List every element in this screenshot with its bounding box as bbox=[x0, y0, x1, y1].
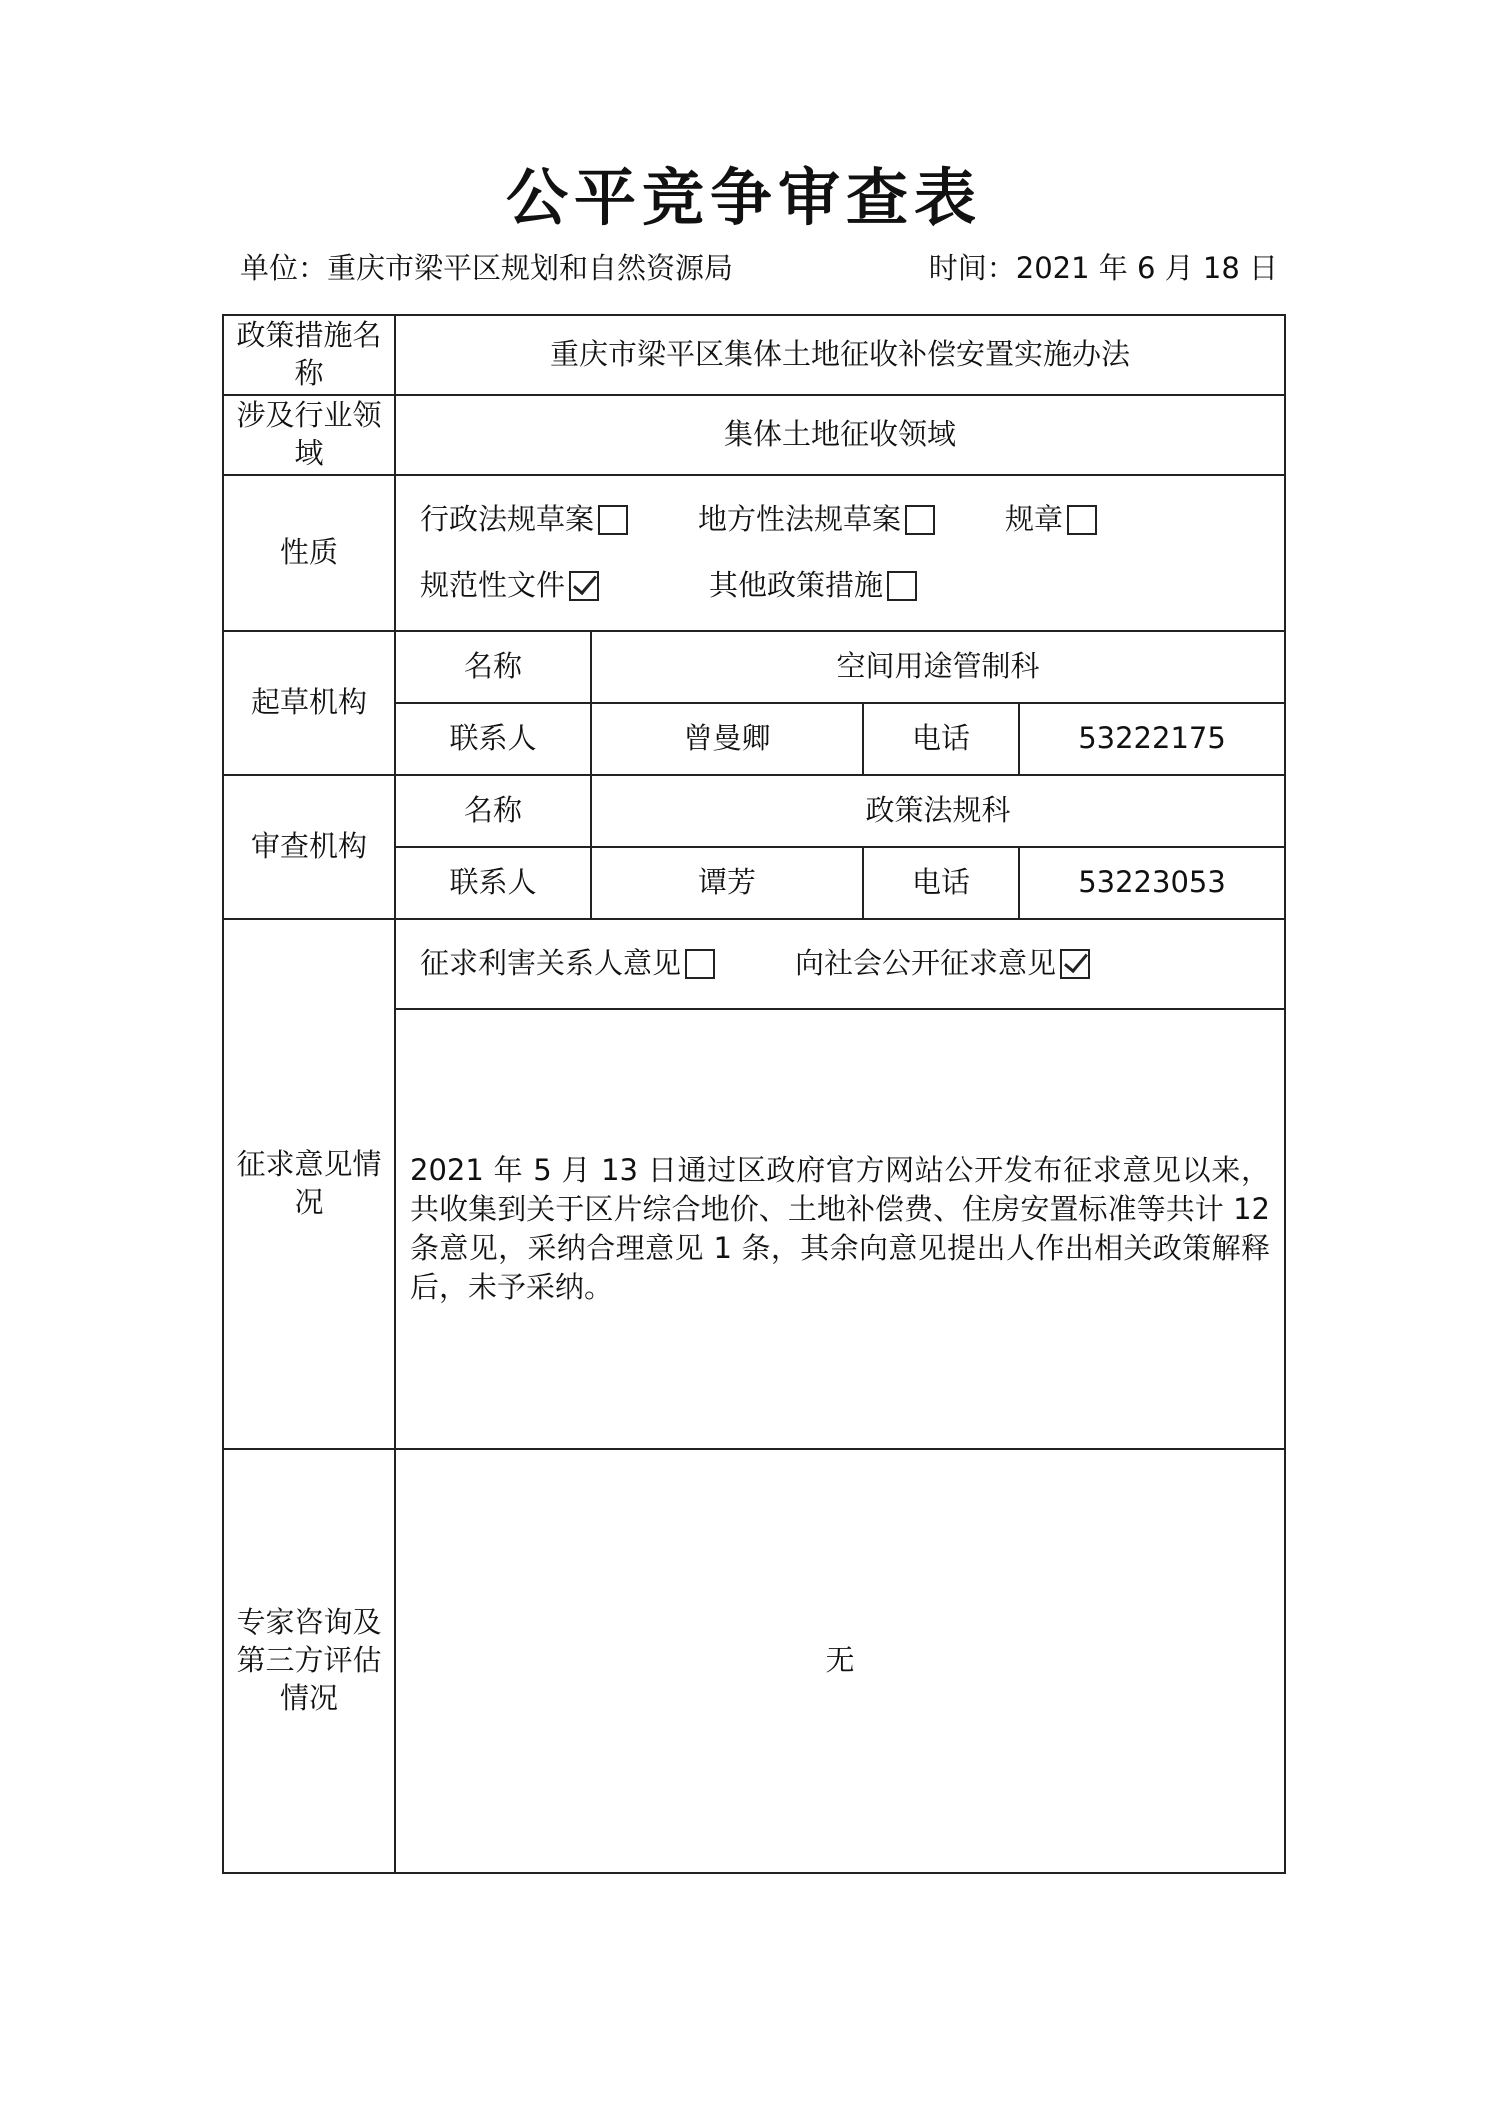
review-form-table bbox=[222, 314, 1286, 1874]
expert-value: 无 bbox=[395, 1449, 1285, 1873]
nature-option-rules[interactable]: 规章 bbox=[1005, 501, 1097, 539]
nature-option-other-policy[interactable]: 其他政策措施 bbox=[709, 567, 917, 605]
page-title: 公平竞争审查表 bbox=[505, 161, 982, 234]
nature-options bbox=[395, 475, 1285, 631]
drafting-contact: 曾曼卿 bbox=[591, 703, 863, 775]
policy-name-value: 重庆市梁平区集体土地征收补偿安置实施办法 bbox=[395, 315, 1285, 395]
drafting-name-label: 名称 bbox=[395, 631, 591, 703]
nature-label: 性质 bbox=[223, 475, 395, 631]
drafting-phone: 53222175 bbox=[1019, 703, 1285, 775]
checkbox-icon[interactable] bbox=[685, 949, 715, 979]
checkbox-checked-icon[interactable] bbox=[1060, 949, 1090, 979]
unit-line: 单位：重庆市梁平区规划和自然资源局 bbox=[240, 251, 734, 285]
opinions-label: 征求意见情况 bbox=[223, 919, 395, 1449]
checkbox-icon[interactable] bbox=[887, 571, 917, 601]
review-contact: 谭芳 bbox=[591, 847, 863, 919]
industry-label: 涉及行业领域 bbox=[223, 395, 395, 475]
opinion-option-public[interactable]: 向社会公开征求意见 bbox=[795, 945, 1090, 983]
policy-name-label: 政策措施名称 bbox=[223, 315, 395, 395]
review-contact-label: 联系人 bbox=[395, 847, 591, 919]
review-name-label: 名称 bbox=[395, 775, 591, 847]
review-label: 审查机构 bbox=[223, 775, 395, 919]
nature-option-normative-document[interactable]: 规范性文件 bbox=[420, 567, 599, 605]
expert-label: 专家咨询及第三方评估情况 bbox=[223, 1449, 395, 1873]
date-line: 时间：2021 年 6 月 18 日 bbox=[928, 251, 1278, 285]
checkbox-icon[interactable] bbox=[1067, 505, 1097, 535]
checkbox-icon[interactable] bbox=[598, 505, 628, 535]
checkbox-icon[interactable] bbox=[905, 505, 935, 535]
drafting-contact-label: 联系人 bbox=[395, 703, 591, 775]
opinion-option-stakeholders[interactable]: 征求利害关系人意见 bbox=[420, 945, 715, 983]
nature-option-local-regulation[interactable]: 地方性法规草案 bbox=[698, 501, 935, 539]
review-name: 政策法规科 bbox=[591, 775, 1285, 847]
industry-value: 集体土地征收领域 bbox=[395, 395, 1285, 475]
checkbox-checked-icon[interactable] bbox=[569, 571, 599, 601]
drafting-phone-label: 电话 bbox=[863, 703, 1019, 775]
drafting-name: 空间用途管制科 bbox=[591, 631, 1285, 703]
nature-option-admin-regulation[interactable]: 行政法规草案 bbox=[420, 501, 628, 539]
review-phone: 53223053 bbox=[1019, 847, 1285, 919]
opinions-options bbox=[395, 919, 1285, 1009]
review-phone-label: 电话 bbox=[863, 847, 1019, 919]
drafting-label: 起草机构 bbox=[223, 631, 395, 775]
opinions-text: 2021 年 5 月 13 日通过区政府官方网站公开发布征求意见以来，共收集到关于区片综合地价、土地补偿费、住房安置标准等共计 12 条意见，采纳合理意见 1 条，其余向意见提出人作出相关政策解释后，未予采纳。 bbox=[410, 1152, 1271, 1305]
opinions-detail bbox=[395, 1009, 1285, 1449]
